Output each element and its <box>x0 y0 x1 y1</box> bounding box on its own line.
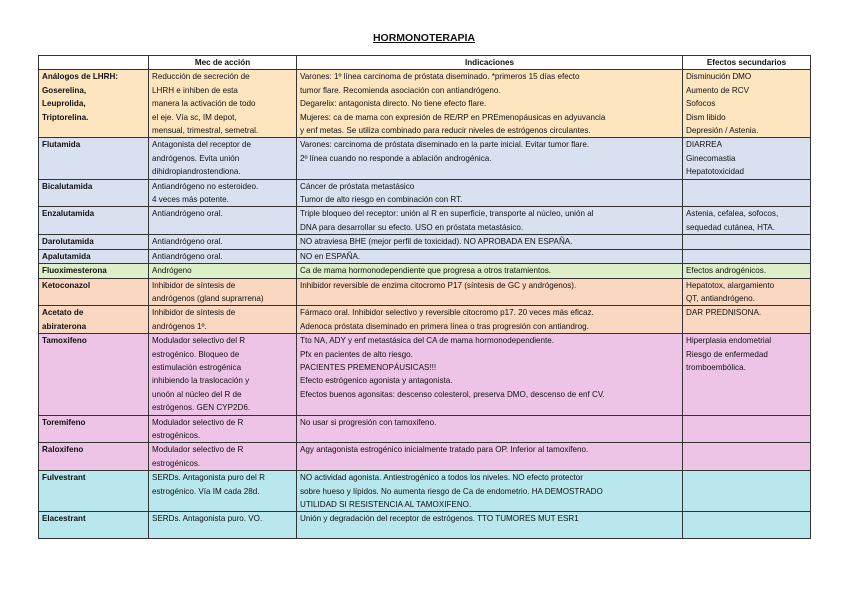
mechanism-line: estrogénicos. <box>152 458 201 468</box>
side-effects-line: Riesgo de enfermedad <box>686 349 768 359</box>
mechanism-line: mensual, trimestral, semetral. <box>152 126 259 136</box>
table-row <box>39 138 811 179</box>
side-effects-line: Efectos androgénicos. <box>686 266 767 276</box>
indications-line: Pfx en pacientes de alto riesgo. <box>300 349 413 359</box>
indications-cell <box>297 443 683 471</box>
side-effects-line: QT, antiandrógeno. <box>686 293 755 303</box>
mechanism-line: 4 veces más potente. <box>152 195 229 205</box>
mechanism-line: Antiandrógeno oral. <box>152 209 223 219</box>
indications-line: Tumor de alto riesgo en combinación con RT. <box>300 195 463 205</box>
mechanism-cell <box>149 70 297 138</box>
mechanism-line: estrogénicos. <box>152 430 201 440</box>
indications-line: Cáncer de próstata metastásico <box>300 181 415 191</box>
indications-cell <box>297 249 683 263</box>
table-row <box>39 415 811 443</box>
hormonoterapia-table <box>38 55 811 539</box>
side-effects-cell <box>683 235 811 249</box>
mechanism-line: Modulador selectivo de R <box>152 417 244 427</box>
mechanism-cell <box>149 512 297 539</box>
mechanism-line: Modulador selectivo de R <box>152 445 244 455</box>
mechanism-cell <box>149 235 297 249</box>
side-effects-line: Sofocos <box>686 99 716 109</box>
indications-cell <box>297 138 683 179</box>
drug-line: Ketoconazol <box>42 280 91 290</box>
indications-line: Efecto estrógenico agonista y antagonista. <box>300 376 453 386</box>
indications-line: sobre hueso y lípidos. No aumenta riesgo de Ca de endometrio. HA DEMOSTRADO <box>300 486 603 496</box>
table-row <box>39 235 811 249</box>
drug-line: Acetato de <box>42 308 84 318</box>
side-effects-line: Hiperplasia endometrial <box>686 336 772 346</box>
drug-cell <box>39 179 149 207</box>
indications-cell <box>297 415 683 443</box>
drug-line: Apalutamida <box>42 251 91 261</box>
drug-cell <box>39 264 149 278</box>
indications-line: Unión y degradación del receptor de estrógenos. TTO TUMORES MUT ESR1 <box>300 514 579 524</box>
side-effects-line: DAR PREDNISONA. <box>686 308 762 318</box>
mechanism-cell <box>149 334 297 415</box>
side-effects-cell <box>683 249 811 263</box>
indications-line: NO en ESPAÑA. <box>300 251 361 261</box>
indications-line: Triple bloqueo del receptor: unión al R en superficie, transporte al núcleo, unión al <box>300 209 594 219</box>
mechanism-line: Modulador selectivo del R <box>152 336 246 346</box>
drug-cell <box>39 512 149 539</box>
indications-line: PACIENTES PREMENOPÁUSICAS!!! <box>300 362 437 372</box>
mechanism-line: estrogénico. Bloqueo de <box>152 349 240 359</box>
mechanism-cell <box>149 415 297 443</box>
drug-cell <box>39 334 149 415</box>
side-effects-cell <box>683 264 811 278</box>
side-effects-cell <box>683 138 811 179</box>
mechanism-line: Inhibidor de síntesis de <box>152 280 236 290</box>
indications-line: 2º línea cuando no responde a ablación androgénica. <box>300 153 492 163</box>
indications-line: Agy antagonista estrogénico inicialmente tratado para OP. Inferior al tamoxifeno. <box>300 445 589 455</box>
drug-line: Fulvestrant <box>42 473 86 483</box>
indications-cell <box>297 512 683 539</box>
mechanism-cell <box>149 138 297 179</box>
mechanism-cell <box>149 249 297 263</box>
side-effects-cell <box>683 512 811 539</box>
indications-line: Ca de mama hormonodependiente que progresa a otros tratamientos. <box>300 266 552 276</box>
drug-line: Enzalutamida <box>42 209 95 219</box>
table-row <box>39 278 811 306</box>
drug-cell <box>39 138 149 179</box>
drug-cell <box>39 443 149 471</box>
drug-line: Triptorelina. <box>42 112 89 122</box>
indications-cell <box>297 179 683 207</box>
table-row <box>39 249 811 263</box>
indications-cell <box>297 264 683 278</box>
drug-line: Darolutamida <box>42 237 94 247</box>
mechanism-line: estrógenos. GEN CYP2D6. <box>152 403 251 413</box>
mechanism-line: estimulación estrogénica <box>152 362 242 372</box>
mechanism-cell <box>149 443 297 471</box>
indications-line: No usar si progresión con tamoxifeno. <box>300 417 437 427</box>
drug-cell <box>39 207 149 235</box>
table-row <box>39 334 811 415</box>
table-row <box>39 264 811 278</box>
mechanism-cell <box>149 179 297 207</box>
drug-line: Flutamida <box>42 140 81 150</box>
header-side-effects: Efectos secundarios <box>683 56 811 70</box>
mechanism-line: Antiandrógeno no esteroideo. <box>152 181 259 191</box>
indications-line: Fármaco oral. Inhibidor selectivo y reversible citocromo p17. 20 veces más eficaz. <box>300 308 594 318</box>
indications-line: Inhibidor reversible de enzima citocromo P17 (síntesis de GC y andrógenos). <box>300 280 577 290</box>
indications-line: NO actividad agonista. Antiestrogénico a todos los niveles. NO efecto protector <box>300 473 583 483</box>
drug-line: Bicalutamida <box>42 181 93 191</box>
mechanism-line: manera la activación de todo <box>152 99 256 109</box>
side-effects-cell <box>683 179 811 207</box>
drug-line: Tamoxifeno <box>42 336 87 346</box>
drug-line: Raloxifeno <box>42 445 84 455</box>
header-drug <box>39 56 149 70</box>
side-effects-cell <box>683 415 811 443</box>
mechanism-line: andrógenos 1º. <box>152 321 207 331</box>
side-effects-line: tromboembólica. <box>686 362 746 372</box>
mechanism-line: estrogénico. Vía IM cada 28d. <box>152 486 260 496</box>
indications-line: y enf metas. Se utiliza combinado para reducir niveles de estrógenos circulantes. <box>300 126 591 136</box>
drug-line: Leuprolida, <box>42 99 86 109</box>
indications-cell <box>297 306 683 334</box>
side-effects-cell <box>683 334 811 415</box>
drug-cell <box>39 70 149 138</box>
mechanism-line: dihidropiandrostendiona. <box>152 167 241 177</box>
side-effects-cell <box>683 443 811 471</box>
side-effects-cell <box>683 471 811 512</box>
header-row <box>39 56 811 70</box>
indications-line: Varones: 1º línea carcinoma de próstata diseminado. *primeros 15 días efecto <box>300 72 580 82</box>
drug-cell <box>39 471 149 512</box>
indications-line: DNA para desarrollar su efecto. USO en próstata metastásico. <box>300 222 524 232</box>
indications-line: Degarelix: antagonista directo. No tiene efecto flare. <box>300 99 487 109</box>
indications-cell <box>297 207 683 235</box>
mechanism-cell <box>149 264 297 278</box>
side-effects-cell <box>683 70 811 138</box>
indications-line: Varones: carcinoma de próstata diseminado en la parte inicial. Evitar tumor flare. <box>300 140 590 150</box>
mechanism-line: andrógenos. Evita unión <box>152 153 240 163</box>
mechanism-line: andrógenos (gland suprarrena) <box>152 293 264 303</box>
side-effects-line: Hepatotoxicidad <box>686 167 745 177</box>
indications-line: Mujeres: ca de mama con expresión de RE/RP en PREmenopáusicas en adyuvancia <box>300 112 606 122</box>
indications-line: UTILIDAD SI RESISTENCIA AL TAMOXIFENO. <box>300 500 472 509</box>
drug-cell <box>39 235 149 249</box>
side-effects-line: Disminución DMO <box>686 72 752 82</box>
mechanism-cell <box>149 207 297 235</box>
drug-line: Toremifeno <box>42 417 86 427</box>
indications-line: tumor flare. Recomienda asociación con antiandrógeno. <box>300 85 501 95</box>
indications-cell <box>297 334 683 415</box>
page-title: HORMONOTERAPIA <box>372 32 476 44</box>
side-effects-cell <box>683 207 811 235</box>
mechanism-line: Antiandrógeno oral. <box>152 237 223 247</box>
header-mechanism: Mec de acción <box>149 56 297 70</box>
mechanism-cell <box>149 471 297 512</box>
side-effects-line: sequedad cutánea, HTA. <box>686 222 775 232</box>
side-effects-line: Astenia, cefalea, sofocos, <box>686 209 779 219</box>
drug-cell <box>39 278 149 306</box>
drug-line: abiraterona <box>42 321 87 331</box>
indications-line: Adenoca próstata diseminado en primera línea o tras progresión con antiandrog. <box>300 321 589 331</box>
drug-cell <box>39 415 149 443</box>
indications-cell <box>297 235 683 249</box>
table-row <box>39 70 811 138</box>
header-indications: Indicaciones <box>297 56 683 70</box>
indications-cell <box>297 278 683 306</box>
table-row <box>39 207 811 235</box>
drug-line: Análogos de LHRH: <box>42 72 118 82</box>
mechanism-cell <box>149 278 297 306</box>
drug-cell <box>39 249 149 263</box>
side-effects-line: Hepatotox, alargamiento <box>686 280 775 290</box>
side-effects-cell <box>683 306 811 334</box>
mechanism-line: Antagonista del receptor de <box>152 140 251 150</box>
mechanism-cell <box>149 306 297 334</box>
side-effects-line: Dism libido <box>686 112 726 122</box>
side-effects-line: Aumento de RCV <box>686 85 749 95</box>
table-row <box>39 306 811 334</box>
side-effects-cell <box>683 278 811 306</box>
side-effects-line: Ginecomastia <box>686 153 736 163</box>
mechanism-line: Reducción de secreción de <box>152 72 250 82</box>
mechanism-line: unoón al núcleo del R de <box>152 389 242 399</box>
side-effects-line: DIARREA <box>686 140 722 150</box>
mechanism-line: el eje. Vía sc, IM depot, <box>152 112 237 122</box>
mechanism-line: SERDs. Antagonista puro del R <box>152 473 265 483</box>
indications-line: Tto NA, ADY y enf metastásica del CA de mama hormonodependiente. <box>300 336 555 346</box>
mechanism-line: LHRH e inhiben de esta <box>152 85 238 95</box>
drug-line: Elacestrant <box>42 514 86 524</box>
table-row <box>39 471 811 512</box>
mechanism-line: Antiandrógeno oral. <box>152 251 223 261</box>
drug-cell <box>39 306 149 334</box>
table-row <box>39 443 811 471</box>
mechanism-line: Andrógeno <box>152 266 192 276</box>
side-effects-line: Depresión / Astenia. <box>686 126 759 136</box>
indications-cell <box>297 471 683 512</box>
indications-line: NO atraviesa BHE (mejor perfil de toxicidad). NO APROBADA EN ESPAÑA. <box>300 237 573 247</box>
indications-cell <box>297 70 683 138</box>
table-row <box>39 512 811 539</box>
drug-line: Fluoximesterona <box>42 266 107 276</box>
indications-line: Efectos buenos agonsitas: descenso colesterol, preserva DMO, descenso de enf CV. <box>300 389 605 399</box>
drug-line: Goserelina, <box>42 85 87 95</box>
table-row <box>39 179 811 207</box>
mechanism-line: inhibiendo la traslocación y <box>152 376 250 386</box>
mechanism-line: Inhibidor de síntesis de <box>152 308 236 318</box>
mechanism-line: SERDs. Antagonista puro. VO. <box>152 514 263 524</box>
